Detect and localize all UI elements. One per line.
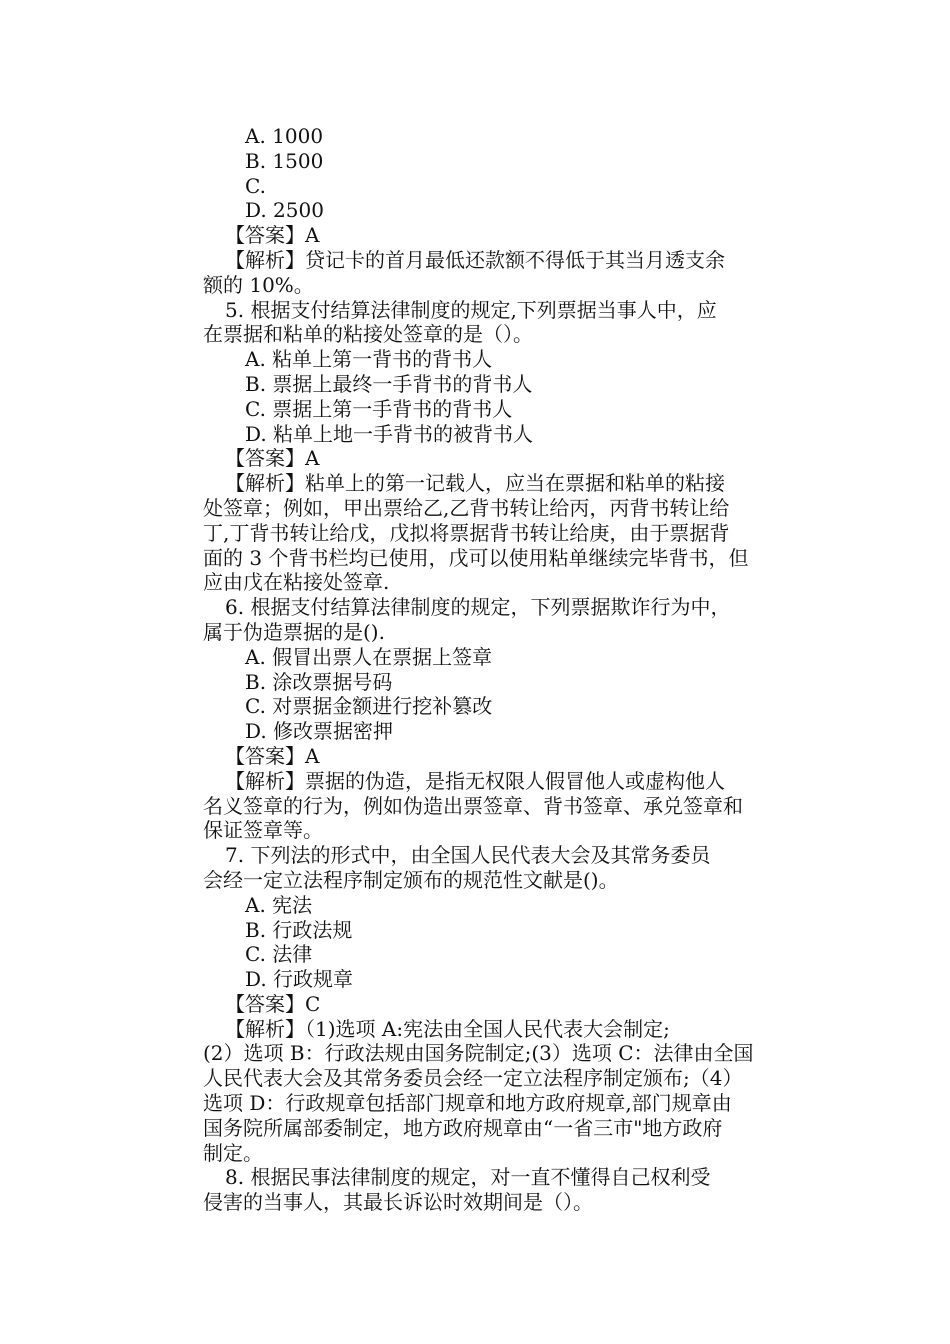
text-line: 应由戊在粘接处签章. — [203, 570, 390, 595]
text-line: 【答案】A — [225, 223, 320, 248]
text-line: A. 1000 — [245, 124, 324, 148]
text-line: B. 1500 — [245, 148, 324, 173]
text-line: A. 粘单上第一背书的背书人 — [245, 347, 493, 372]
text-line: 属于伪造票据的是(). — [203, 619, 385, 644]
text-line: D. 粘单上地一手背书的被背书人 — [245, 421, 534, 446]
text-line: 国务院所属部委制定，地方政府规章由“一省三市"地方政府 — [203, 1115, 723, 1140]
text-line: 【解析】贷记卡的首月最低还款额不得低于其当月透支余 — [225, 247, 725, 272]
text-line: 制定。 — [203, 1140, 263, 1165]
text-line: D. 2500 — [245, 198, 324, 223]
text-line: C. 法律 — [245, 942, 313, 967]
text-line: D. 修改票据密押 — [245, 719, 394, 744]
text-line: 处签章；例如，甲出票给乙,乙背书转让给丙，丙背书转让给 — [203, 495, 730, 520]
text-line: 名义签章的行为，例如伪造出票签章、背书签章、承兑签章和 — [203, 793, 743, 818]
text-line: 【答案】A — [225, 446, 320, 471]
text-line: 5. 根据支付结算法律制度的规定,下列票据当事人中，应 — [225, 297, 717, 322]
text-line: 6. 根据支付结算法律制度的规定，下列票据欺诈行为中， — [225, 595, 731, 620]
text-line: 7. 下列法的形式中，由全国人民代表大会及其常务委员 — [225, 843, 711, 868]
text-line: 【解析】粘单上的第一记载人，应当在票据和粘单的粘接 — [225, 471, 725, 496]
text-line: 面的 3 个背书栏均已使用，戊可以使用粘单继续完毕背书，但 — [203, 545, 749, 570]
text-line: 会经一定立法程序制定颁布的规范性文献是()。 — [203, 867, 619, 892]
text-line: 【解析】票据的伪造，是指无权限人假冒他人或虚构他人 — [225, 768, 725, 793]
text-line: 侵害的当事人，其最长诉讼时效期间是（）。 — [203, 1190, 593, 1215]
text-line: 8. 根据民事法律制度的规定，对一直不懂得自己权利受 — [225, 1165, 711, 1190]
text-line: 【答案】A — [225, 743, 320, 768]
document-body — [203, 124, 803, 1215]
text-line: A. 假冒出票人在票据上签章 — [245, 644, 493, 669]
text-line: 人民代表大会及其常务委员会经一定立法程序制定颁布;（4） — [203, 1066, 743, 1091]
text-line: B. 行政法规 — [245, 917, 353, 942]
text-line: A. 宪法 — [245, 892, 313, 917]
text-line: B. 票据上最终一手背书的背书人 — [245, 371, 533, 396]
text-line: 丁,丁背书转让给戊，戊拟将票据背书转让给庚，由于票据背 — [203, 520, 730, 545]
text-line: 保证签章等。 — [203, 818, 323, 843]
text-line: B. 涂改票据号码 — [245, 669, 393, 694]
text-line: C. 票据上第一手背书的背书人 — [245, 396, 513, 421]
text-line: 【答案】C — [225, 991, 321, 1016]
text-line: D. 行政规章 — [245, 967, 354, 992]
text-line: (2）选项 B：行政法规由国务院制定;(3）选项 C：法律由全国 — [203, 1041, 754, 1066]
text-line: 额的 10%。 — [203, 272, 314, 297]
text-line: C. 对票据金额进行挖补篡改 — [245, 694, 493, 719]
text-line: 选项 D：行政规章包括部门规章和地方政府规章,部门规章由 — [203, 1091, 732, 1116]
text-line: 【解析】（1)选项 A:宪法由全国人民代表大会制定; — [225, 1016, 670, 1041]
text-line: C. — [245, 173, 266, 198]
text-line: 在票据和粘单的粘接处签章的是（）。 — [203, 322, 533, 347]
